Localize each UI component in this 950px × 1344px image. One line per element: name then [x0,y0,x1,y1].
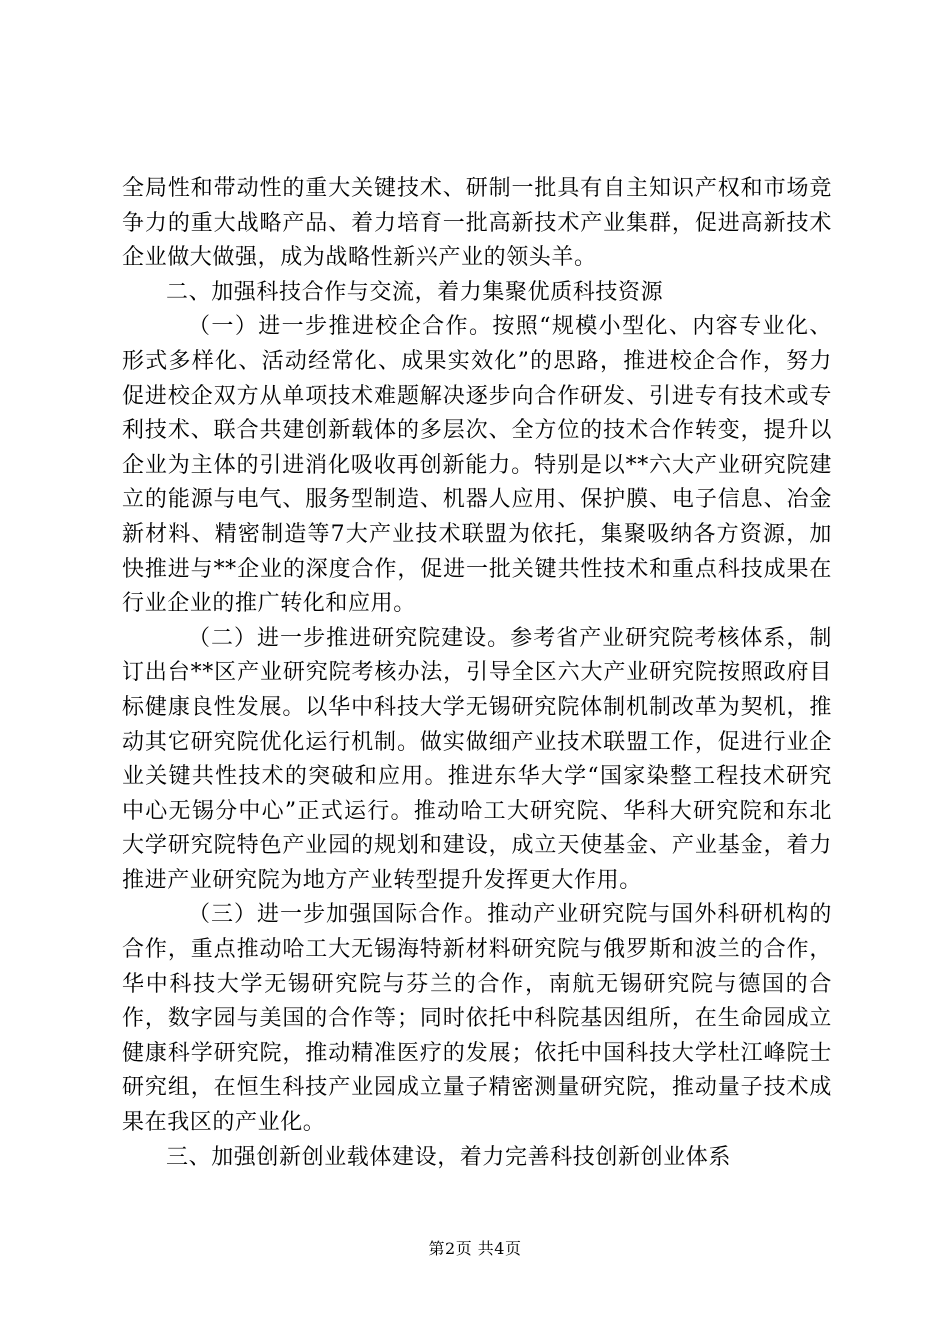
page-footer [0,1236,950,1259]
paragraph-research-institute: （二）进一步推进研究院建设。参考省产业研究院考核体系，制订出台**区产业研究院考核办法，引导全区六大产业研究院按照政府目标健康良性发展。以华中科技大学无锡研究院体制机制改革为契机，推动其它研究院优化运行机制。做实做细产业技术联盟工作，促进行业企业关键共性技术的突破和应用。推进东华大学“国家染整工程技术研究中心无锡分中心”正式运行。推动哈工大研究院、华科大研究院和东北大学研究院特色产业园的规划和建设，成立天使基金、产业基金，着力推进产业研究院为地方产业转型提升发挥更大作用。 [122,625,832,893]
page-number: 第2页 共4页 [428,1239,522,1258]
paragraph-continuation: 全局性和带动性的重大关键技术、研制一批具有自主知识产权和市场竞争力的重大战略产品、着力培育一批高新技术产业集群，促进高新技术企业做大做强，成为战略性新兴产业的领头羊。 [122,176,832,271]
paragraph-international: （三）进一步加强国际合作。推动产业研究院与国外科研机构的合作，重点推动哈工大无锡海特新材料研究院与俄罗斯和波兰的合作，华中科技大学无锡研究院与芬兰的合作，南航无锡研究院与德国的合作，数字园与美国的合作等；同时依托中科院基因组所，在生命园成立健康科学研究院，推动精准医疗的发展；依托中国科技大学杜江峰院士研究组，在恒生科技产业园成立量子精密测量研究院，推动量子技术成果在我区的产业化。 [122,902,832,1136]
document-body [122,172,832,1175]
section-heading-2: 二、加强科技合作与交流，着力集聚优质科技资源 [166,279,664,305]
section-heading-3: 三、加强创新创业载体建设，着力完善科技创新创业体系 [166,1144,732,1170]
paragraph-school-enterprise: （一）进一步推进校企合作。按照“规模小型化、内容专业化、形式多样化、活动经常化、成果实效化”的思路，推进校企合作，努力促进校企双方从单项技术难题解决逐步向合作研发、引进专有技术或专利技术、联合共建创新载体的多层次、全方位的技术合作转变，提升以企业为主体的引进消化吸收再创新能力。特别是以**六大产业研究院建立的能源与电气、服务型制造、机器人应用、保护膜、电子信息、冶金新材料、精密制造等7大产业技术联盟为依托，集聚吸纳各方资源，加快推进与**企业的深度合作，促进一批关键共性技术和重点科技成果在行业企业的推广转化和应用。 [122,314,832,617]
